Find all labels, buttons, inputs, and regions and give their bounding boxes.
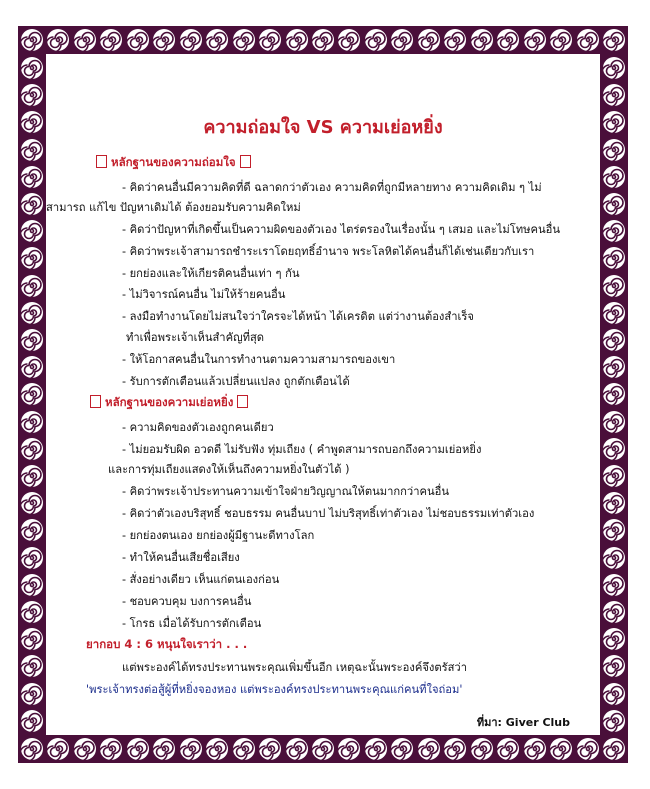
spiral-icon: [602, 83, 626, 107]
spiral-icon: [20, 138, 44, 162]
spiral-icon: [205, 737, 229, 761]
spiral-icon: [20, 382, 44, 406]
list-item: - ลงมือทำงานโดยไม่สนใจว่าใครจะได้หน้า ได้เครดิต แต่ว่างานต้องสำเร็จ: [122, 310, 474, 323]
spiral-icon: [20, 301, 44, 325]
spiral-icon: [20, 56, 44, 80]
spiral-icon: [20, 682, 44, 706]
spiral-icon: [364, 737, 388, 761]
spiral-icon: [576, 28, 600, 52]
spiral-icon: [20, 110, 44, 134]
list-item: - โกรธ เมื่อได้รับการตักเตือน: [122, 617, 262, 630]
list-item: - ทำให้คนอื่นเสียชื่อเสียง: [122, 551, 240, 564]
spiral-icon: [337, 28, 361, 52]
spiral-icon: [602, 219, 626, 243]
spiral-icon: [20, 410, 44, 434]
spiral-icon: [602, 546, 626, 570]
verse-line: แต่พระองค์ได้ทรงประทานพระคุณเพิ่มขึ้นอีก เหตุฉะนั้นพระองค์จึงตรัสว่า: [122, 661, 467, 674]
spiral-icon: [20, 219, 44, 243]
content-area: [46, 54, 600, 735]
page-title: ความถ่อมใจ VS ความเย่อหยิ่ง: [203, 117, 443, 138]
spiral-icon: [576, 737, 600, 761]
spiral-icon: [73, 28, 97, 52]
spiral-icon: [470, 28, 494, 52]
spiral-icon: [20, 246, 44, 270]
border-left: [18, 54, 46, 735]
list-item: สามารถ แก้ไข ปัญหาเดิมได้ ต้องยอมรับความคิดใหม่: [46, 201, 301, 214]
spiral-icon: [549, 737, 573, 761]
box-icon: [237, 395, 248, 408]
spiral-icon: [364, 28, 388, 52]
spiral-icon: [602, 627, 626, 651]
spiral-icon: [602, 437, 626, 461]
spiral-icon: [20, 709, 44, 733]
spiral-icon: [20, 627, 44, 651]
spiral-icon: [20, 737, 44, 761]
verse-reference: ยากอบ 4 : 6 หนุนใจเราว่า . . .: [86, 637, 248, 651]
spiral-icon: [602, 410, 626, 434]
spiral-icon: [470, 737, 494, 761]
spiral-icon: [126, 28, 150, 52]
border-right: [600, 54, 628, 735]
list-item: - รับการตักเตือนแล้วเปลี่ยนแปลง ถูกตักเตือนได้: [122, 375, 350, 388]
box-icon: [240, 155, 251, 168]
spiral-icon: [602, 355, 626, 379]
list-item: - ยกย่องและให้เกียรติคนอื่นเท่า ๆ กัน: [122, 267, 300, 280]
list-item: - คิดว่าพระเจ้าประทานความเข้าใจฝ่ายวิญญาณให้ตนมากกว่าคนอื่น: [122, 485, 449, 498]
spiral-icon: [205, 28, 229, 52]
list-item: - สั่งอย่างเดียว เห็นแก่ตนเองก่อน: [122, 573, 280, 586]
spiral-icon: [20, 28, 44, 52]
spiral-icon: [20, 165, 44, 189]
spiral-icon: [258, 737, 282, 761]
spiral-icon: [549, 28, 573, 52]
spiral-icon: [126, 737, 150, 761]
spiral-icon: [602, 110, 626, 134]
spiral-icon: [20, 654, 44, 678]
border-top: [18, 26, 628, 54]
spiral-icon: [311, 28, 335, 52]
spiral-icon: [602, 709, 626, 733]
list-item: ทำเพื่อพระเจ้าเห็นสำคัญที่สุด: [126, 331, 265, 344]
spiral-icon: [443, 737, 467, 761]
source-credit: ที่มา: Giver Club: [476, 716, 570, 729]
verse-quote: 'พระเจ้าทรงต่อสู้ผู้ที่หยิ่งจองหอง แต่พระองค์ทรงประทานพระคุณแก่คนที่ใจถ่อม': [86, 683, 463, 696]
list-item: - ยกย่องตนเอง ยกย่องผู้มีฐานะดีทางโลก: [122, 529, 315, 542]
spiral-icon: [337, 737, 361, 761]
spiral-icon: [390, 28, 414, 52]
border-bottom: [18, 735, 628, 763]
decorative-border: [18, 26, 628, 763]
spiral-icon: [602, 573, 626, 597]
spiral-icon: [602, 192, 626, 216]
spiral-icon: [20, 573, 44, 597]
list-item: - ไม่วิจารณ์คนอื่น ไม่ให้ร้ายคนอื่น: [122, 288, 286, 301]
box-icon: [90, 395, 101, 408]
spiral-icon: [602, 464, 626, 488]
spiral-icon: [602, 246, 626, 270]
spiral-icon: [152, 28, 176, 52]
spiral-icon: [20, 491, 44, 515]
spiral-icon: [602, 654, 626, 678]
spiral-icon: [232, 28, 256, 52]
spiral-icon: [179, 737, 203, 761]
spiral-icon: [602, 274, 626, 298]
spiral-icon: [20, 355, 44, 379]
list-item: - คิดว่าพระเจ้าสามารถชำระเราโดยฤทธิ์อำนาจ พระโลหิตได้คนอื่นก็ได้เช่นเดียวกับเรา: [122, 245, 535, 258]
spiral-icon: [443, 28, 467, 52]
spiral-icon: [73, 737, 97, 761]
spiral-icon: [602, 737, 626, 761]
spiral-icon: [496, 28, 520, 52]
spiral-icon: [602, 28, 626, 52]
list-item: - คิดว่าคนอื่นมีความคิดที่ดี ฉลาดกว่าตัวเอง ความคิดที่ถูกมีหลายทาง ความคิดเดิม ๆ ไม่: [122, 181, 542, 194]
list-item: - คิดว่าปัญหาที่เกิดขึ้นเป็นความผิดของตัวเอง ไตร่ตรองในเรื่องนั้น ๆ เสมอ และไม่โทษคนอื่น: [122, 223, 561, 236]
list-item: - ไม่ยอมรับผิด อวดดี ไม่รับฟัง ทุ่มเถียง ( คำพูดสามารถบอกถึงความเย่อหยิ่ง: [122, 443, 482, 456]
spiral-icon: [602, 682, 626, 706]
list-item: - ความคิดของตัวเองถูกคนเดียว: [122, 421, 274, 434]
box-icon: [96, 155, 107, 168]
spiral-icon: [602, 328, 626, 352]
spiral-icon: [152, 737, 176, 761]
spiral-icon: [417, 737, 441, 761]
list-item: - คิดว่าตัวเองบริสุทธิ์ ชอบธรรม คนอื่นบาป ไม่บริสุทธิ์เท่าตัวเอง ไม่ชอบธรรมเท่าตัวเอง: [122, 507, 535, 520]
list-item: และการทุ่มเถียงแสดงให้เห็นถึงความหยิ่งในตัวได้ ): [108, 463, 350, 476]
spiral-icon: [258, 28, 282, 52]
spiral-icon: [99, 737, 123, 761]
spiral-icon: [417, 28, 441, 52]
spiral-icon: [20, 437, 44, 461]
spiral-icon: [602, 56, 626, 80]
spiral-icon: [20, 328, 44, 352]
spiral-icon: [602, 301, 626, 325]
spiral-icon: [602, 382, 626, 406]
spiral-icon: [20, 600, 44, 624]
spiral-icon: [46, 737, 70, 761]
spiral-icon: [20, 274, 44, 298]
spiral-icon: [20, 464, 44, 488]
spiral-icon: [602, 491, 626, 515]
spiral-icon: [232, 737, 256, 761]
spiral-icon: [311, 737, 335, 761]
spiral-icon: [602, 600, 626, 624]
pride-heading: หลักฐานของความเย่อหยิ่ง: [86, 394, 252, 412]
spiral-icon: [496, 737, 520, 761]
humility-heading: หลักฐานของความถ่อมใจ: [92, 154, 255, 172]
spiral-icon: [99, 28, 123, 52]
list-item: - ชอบควบคุม บงการคนอื่น: [122, 595, 252, 608]
spiral-icon: [602, 165, 626, 189]
spiral-icon: [46, 28, 70, 52]
list-item: - ให้โอกาสคนอื่นในการทำงานตามความสามารถของเขา: [122, 353, 396, 366]
spiral-icon: [602, 518, 626, 542]
spiral-icon: [390, 737, 414, 761]
spiral-icon: [20, 83, 44, 107]
spiral-icon: [20, 192, 44, 216]
spiral-icon: [285, 28, 309, 52]
spiral-icon: [20, 518, 44, 542]
spiral-icon: [523, 28, 547, 52]
spiral-icon: [285, 737, 309, 761]
spiral-icon: [179, 28, 203, 52]
spiral-icon: [602, 138, 626, 162]
spiral-icon: [20, 546, 44, 570]
spiral-icon: [523, 737, 547, 761]
